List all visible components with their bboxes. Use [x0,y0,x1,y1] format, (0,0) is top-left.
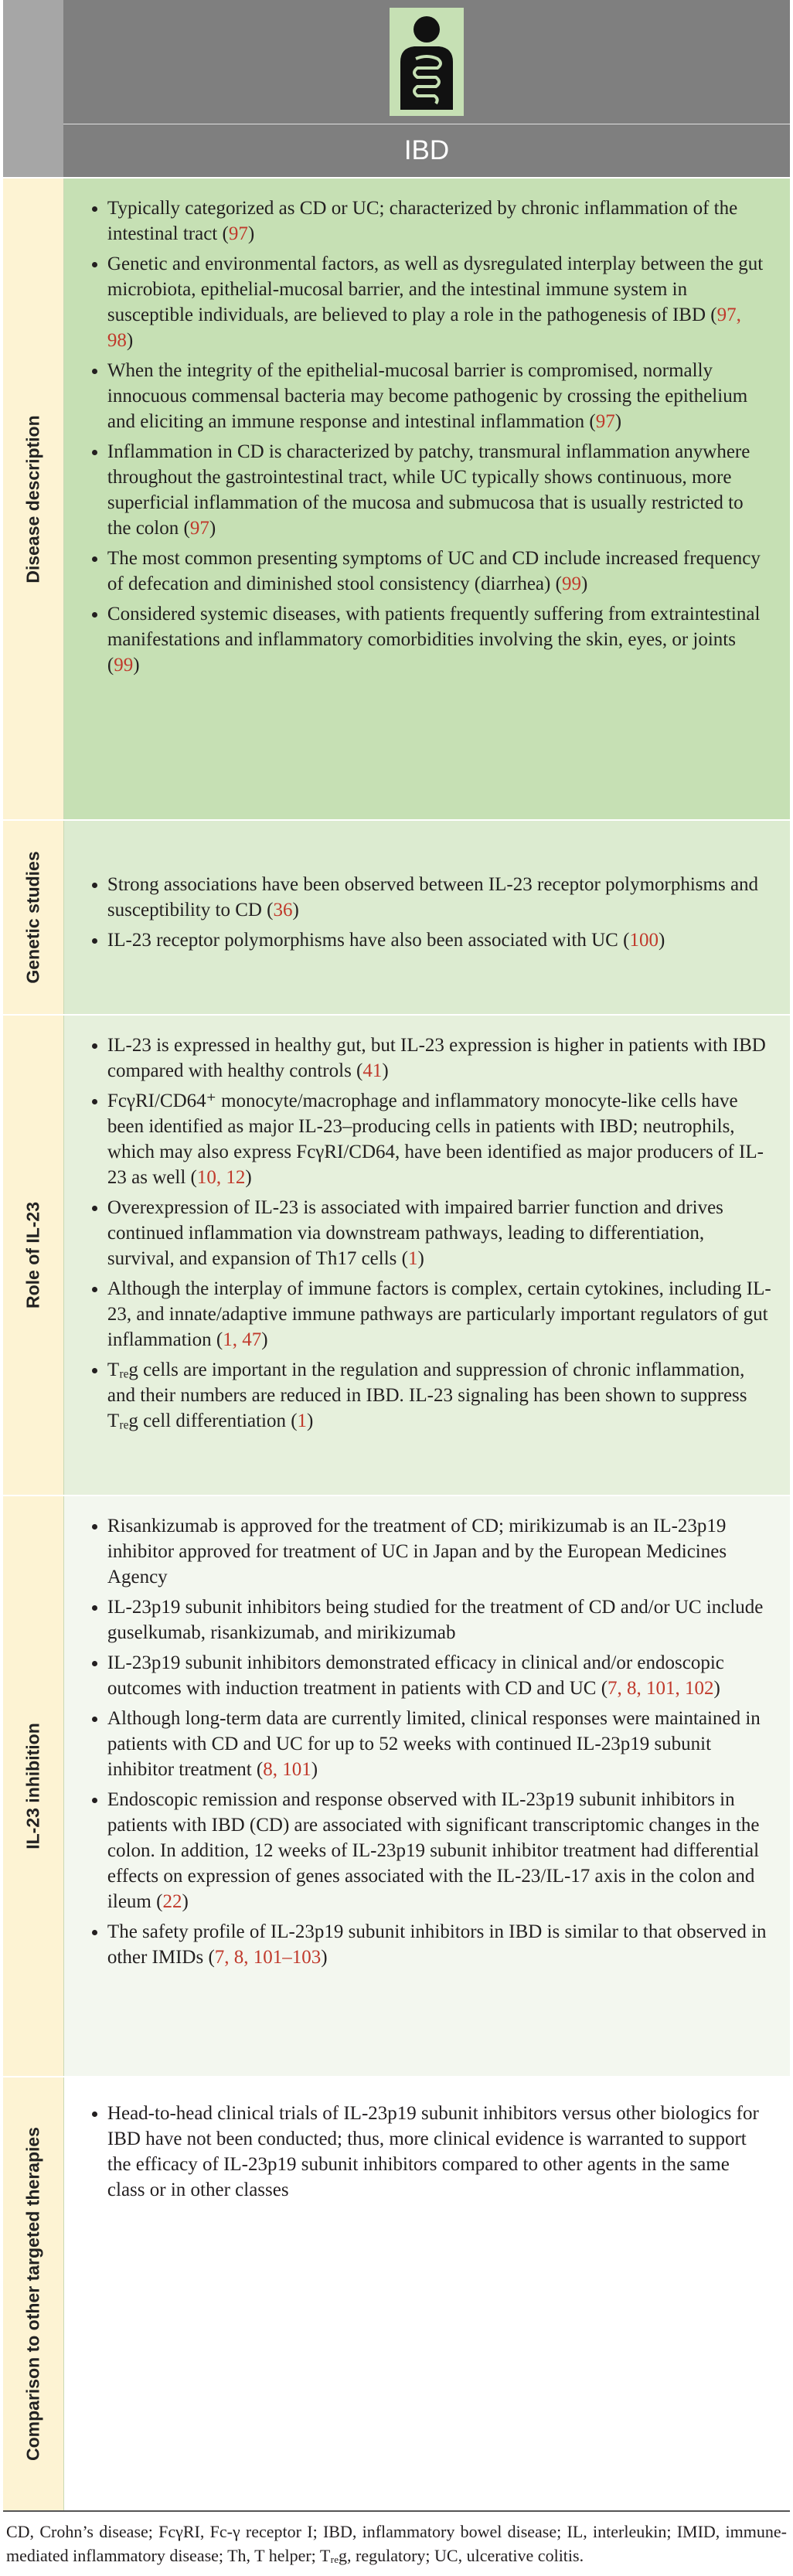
list-item: • The safety profile of IL-23p19 subunit inhibitors in IBD is similar to that observed in other IMIDs (7, 8, 101–103) [107,1919,771,1970]
bullet-list [86,2101,771,2203]
row-label: Comparison to other targeted therapies [22,2127,43,2461]
list-item: • IL-23 receptor polymorphisms have also been associated with UC (100) [107,927,771,953]
row-label-cell [3,1016,64,1495]
summary-table [3,0,790,2510]
list-item: • Inflammation in CD is characterized by patchy, transmural inflammation anywhere throughout the gastrointestinal tract, while UC typically shows continuous, more superficial inflammation of the mucosa and submucosa that is usually restricted to the colon (97) [107,439,771,541]
reference-link[interactable]: 36 [273,900,293,920]
row-label: IL-23 inhibition [22,1723,43,1849]
reference-link[interactable]: 97 [189,518,209,539]
row-content [64,1016,790,1495]
row-role-of-il23 [3,1014,790,1495]
row-content [64,179,790,819]
reference-link[interactable]: 8, 101 [263,1759,311,1780]
row-content [64,2077,790,2510]
row-label: Genetic studies [22,851,43,984]
header-cells [63,0,790,177]
list-item: • FcγRI/CD64⁺ monocyte/macrophage and inflammatory monocyte-like cells have been identified as major IL-23–producing cells in patients with IBD; neutrophils, which may also express FcγRI/CD64, have been identified as major producers of IL-23 as well (10, 12) [107,1088,771,1190]
list-item: • IL-23p19 subunit inhibitors demonstrated efficacy in clinical and/or endoscopic outcomes with induction treatment in patients with CD and UC (7, 8, 101, 102) [107,1650,771,1701]
list-item: • Although the interplay of immune factors is complex, certain cytokines, including IL-23, and innate/adaptive immune pathways are particularly important regulators of gut inflammation (1, 47) [107,1276,771,1353]
row-label: Role of IL-23 [22,1201,43,1309]
list-item: • Strong associations have been observed between IL-23 receptor polymorphisms and susceptibility to CD (36) [107,872,771,923]
list-item: • The most common presenting symptoms of UC and CD include increased frequency of defecation and diminished stool consistency (diarrhea) (99) [107,546,771,597]
icon-cell [63,0,790,124]
list-item: • Considered systemic diseases, with patients frequently suffering from extraintestinal manifestations and inflammatory comorbidities involving the skin, eyes, or joints (99) [107,601,771,678]
list-item: • IL-23p19 subunit inhibitors being studied for the treatment of CD and/or UC include guselkumab, risankizumab, and mirikizumab [107,1594,771,1645]
bullet-list [86,196,771,678]
row-label-cell [3,179,64,819]
list-item: • Overexpression of IL-23 is associated with impaired barrier function and drives continued inflammation via downstream pathways, leading to differentiation, survival, and expansion of Th17 cells (1) [107,1195,771,1271]
row-content [64,821,790,1014]
reference-link[interactable]: 22 [162,1891,182,1912]
reference-link[interactable]: 7, 8, 101, 102 [608,1678,714,1699]
table-footnote: CD, Crohn’s disease; FcγRI, Fc-γ receptor I; IBD, inflammatory bowel disease; IL, interleukin; IMID, immune-mediated inflammatory disease; Th, T helper; Tᵣₑg, regulatory; UC, ulcerative colitis. [3,2510,790,2567]
row-content [64,1496,790,2076]
reference-link[interactable]: 99 [114,655,134,675]
reference-link[interactable]: 100 [629,930,659,951]
list-item: • When the integrity of the epithelial-mucosal barrier is compromised, normally innocuous commensal bacteria may become pathogenic by crossing the epithelium and eliciting an immune response and intestinal inflammation (97) [107,358,771,434]
row-label-cell [3,1496,64,2076]
person-torso-intestine-icon [390,8,464,116]
list-item: • Typically categorized as CD or UC; characterized by chronic inflammation of the intestinal tract (97) [107,196,771,247]
row-label-cell [3,821,64,1014]
row-genetic-studies [3,819,790,1014]
row-comparison [3,2076,790,2510]
reference-link[interactable]: 7, 8, 101–103 [214,1947,322,1968]
reference-link[interactable]: 97 [228,223,248,244]
table-header [3,0,790,177]
row-disease-description [3,177,790,819]
row-label: Disease description [22,414,43,584]
reference-link[interactable]: 1 [407,1248,418,1269]
list-item: • Although long-term data are currently limited, clinical responses were maintained in patients with CD and UC for up to 52 weeks with continued IL-23p19 subunit inhibitor treatment (8, 101) [107,1706,771,1782]
list-item: • Tᵣₑg cells are important in the regulation and suppression of chronic inflammation, and their numbers are reduced in IBD. IL-23 signaling has been shown to suppress Tᵣₑg cell differentiation (1) [107,1357,771,1434]
list-item: • Head-to-head clinical trials of IL-23p19 subunit inhibitors versus other biologics for IBD have not been conducted; thus, more clinical evidence is warranted to support the efficacy of IL-23p19 subunit inhibitors compared to other agents in the same class or in other classes [107,2101,771,2203]
list-item: • Endoscopic remission and response observed with IL-23p19 subunit inhibitors in patients with IBD (CD) are associated with significant transcriptomic changes in the colon. In addition, 12 weeks of IL-23p19 subunit inhibitor treatment had differential effects on expression of genes associated with the IL-23/IL-17 axis in the colon and ileum (22) [107,1787,771,1914]
reference-link[interactable]: 97 [595,411,615,432]
column-title: IBD [63,124,790,177]
row-il23-inhibition [3,1495,790,2076]
list-item: • Risankizumab is approved for the treatment of CD; mirikizumab is an IL-23p19 inhibitor approved for treatment of UC in Japan and by the European Medicines Agency [107,1513,771,1590]
list-item: • Genetic and environmental factors, as well as dysregulated interplay between the gut microbiota, epithelial-mucosal barrier, and the intestinal immune system in susceptible individuals, are believed to play a role in the pathogenesis of IBD (97, 98) [107,251,771,353]
bullet-list [86,872,771,953]
list-item: • IL-23 is expressed in healthy gut, but IL-23 expression is higher in patients with IBD compared with healthy controls (41) [107,1033,771,1084]
header-corner-cell [3,0,63,177]
reference-link[interactable]: 1 [297,1411,308,1431]
bullet-list [86,1513,771,1970]
reference-link[interactable]: 10, 12 [196,1167,246,1188]
row-label-cell [3,2077,64,2510]
reference-link[interactable]: 97, 98 [107,305,741,351]
reference-link[interactable]: 1, 47 [223,1329,262,1350]
reference-link[interactable]: 41 [362,1060,383,1081]
reference-link[interactable]: 99 [561,573,581,594]
bullet-list [86,1033,771,1434]
